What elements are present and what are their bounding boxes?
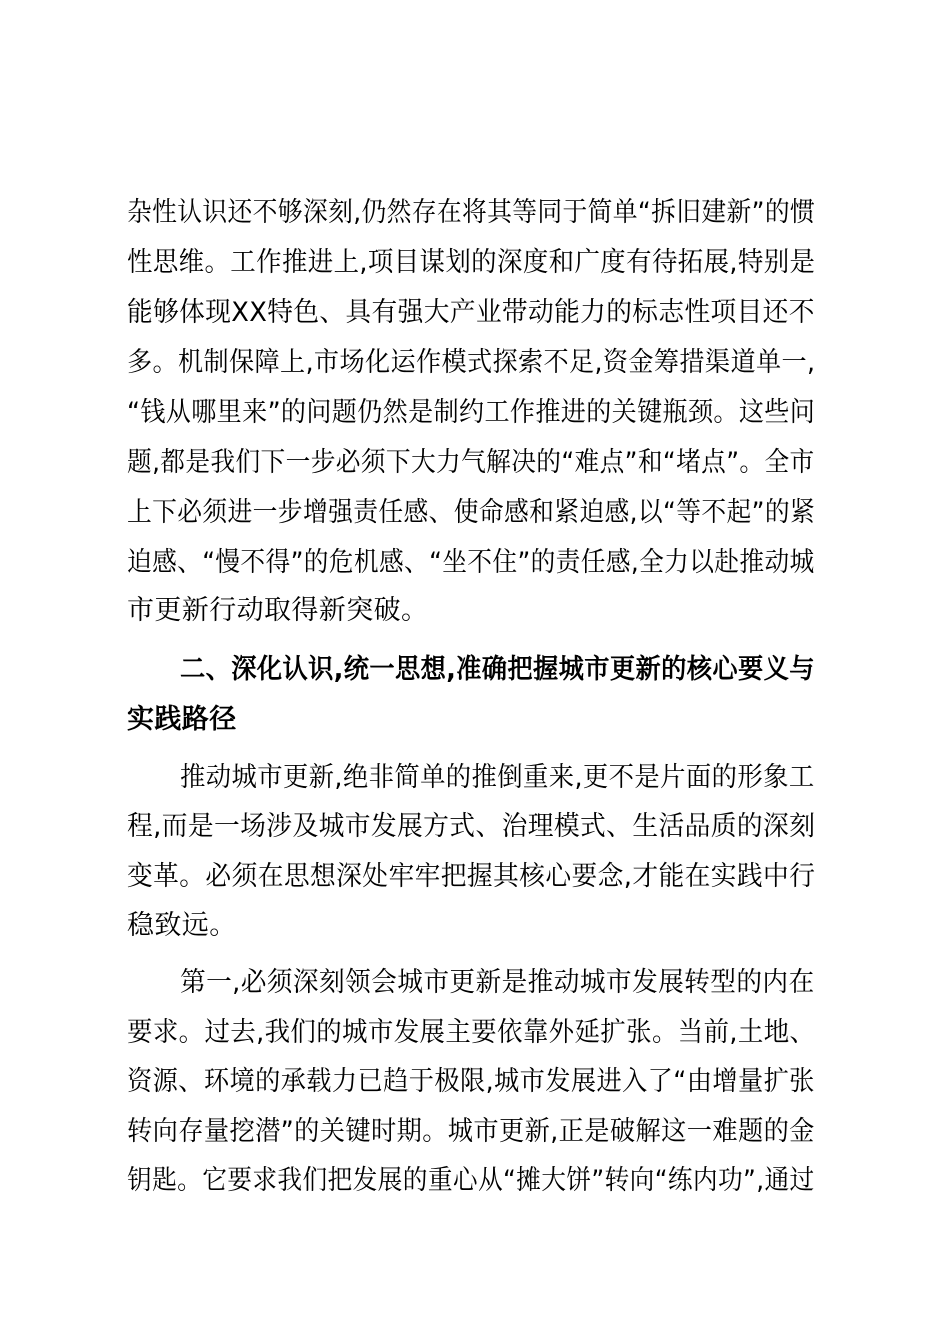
paragraph-line: 钥匙。它要求我们把发展的重心从“摊大饼”转向“练内功”,通过 xyxy=(127,1165,815,1196)
paragraph-line: 要求。过去,我们的城市发展主要依靠外延扩张。当前,土地、 xyxy=(127,1017,816,1048)
paragraph-line: 第一,必须深刻领会城市更新是推动城市发展转型的内在 xyxy=(180,967,815,998)
paragraph-line: 稳致远。 xyxy=(127,910,237,941)
paragraph-line: 能够体现XX特色、具有强大产业带动能力的标志性项目还不 xyxy=(127,297,815,328)
paragraph-line: “钱从哪里来”的问题仍然是制约工作推进的关键瓶颈。这些问 xyxy=(127,397,816,428)
paragraph-line: 转向存量挖潜”的关键时期。城市更新,正是破解这一难题的金 xyxy=(127,1116,815,1147)
paragraph-line: 迫感、“慢不得”的危机感、“坐不住”的责任感,全力以赴推动城 xyxy=(127,547,815,578)
paragraph-line: 市更新行动取得新突破。 xyxy=(127,595,429,626)
paragraph-line: 上下必须进一步增强责任感、使命感和紧迫感,以“等不起”的紧 xyxy=(127,497,816,528)
paragraph-line: 推动城市更新,绝非简单的推倒重来,更不是片面的形象工 xyxy=(180,762,815,793)
paragraph-line: 变革。必须在思想深处牢牢把握其核心要念,才能在实践中行 xyxy=(127,861,816,892)
paragraph-line: 程,而是一场涉及城市发展方式、治理模式、生活品质的深刻 xyxy=(127,811,816,842)
section-heading: 实践路径 xyxy=(127,704,237,735)
paragraph-line: 资源、环境的承载力已趋于极限,城市发展进入了“由增量扩张 xyxy=(127,1066,815,1097)
section-heading: 二、深化认识,统一思想,准确把握城市更新的核心要义与 xyxy=(180,654,815,685)
paragraph-line: 性思维。工作推进上,项目谋划的深度和广度有待拓展,特别是 xyxy=(127,247,816,278)
paragraph-line: 题,都是我们下一步必须下大力气解决的“难点”和“堵点”。全市 xyxy=(127,447,815,478)
paragraph-line: 杂性认识还不够深刻,仍然存在将其等同于简单“拆旧建新”的惯 xyxy=(127,197,816,228)
paragraph-line: 多。机制保障上,市场化运作模式探索不足,资金筹措渠道单一, xyxy=(127,347,816,378)
